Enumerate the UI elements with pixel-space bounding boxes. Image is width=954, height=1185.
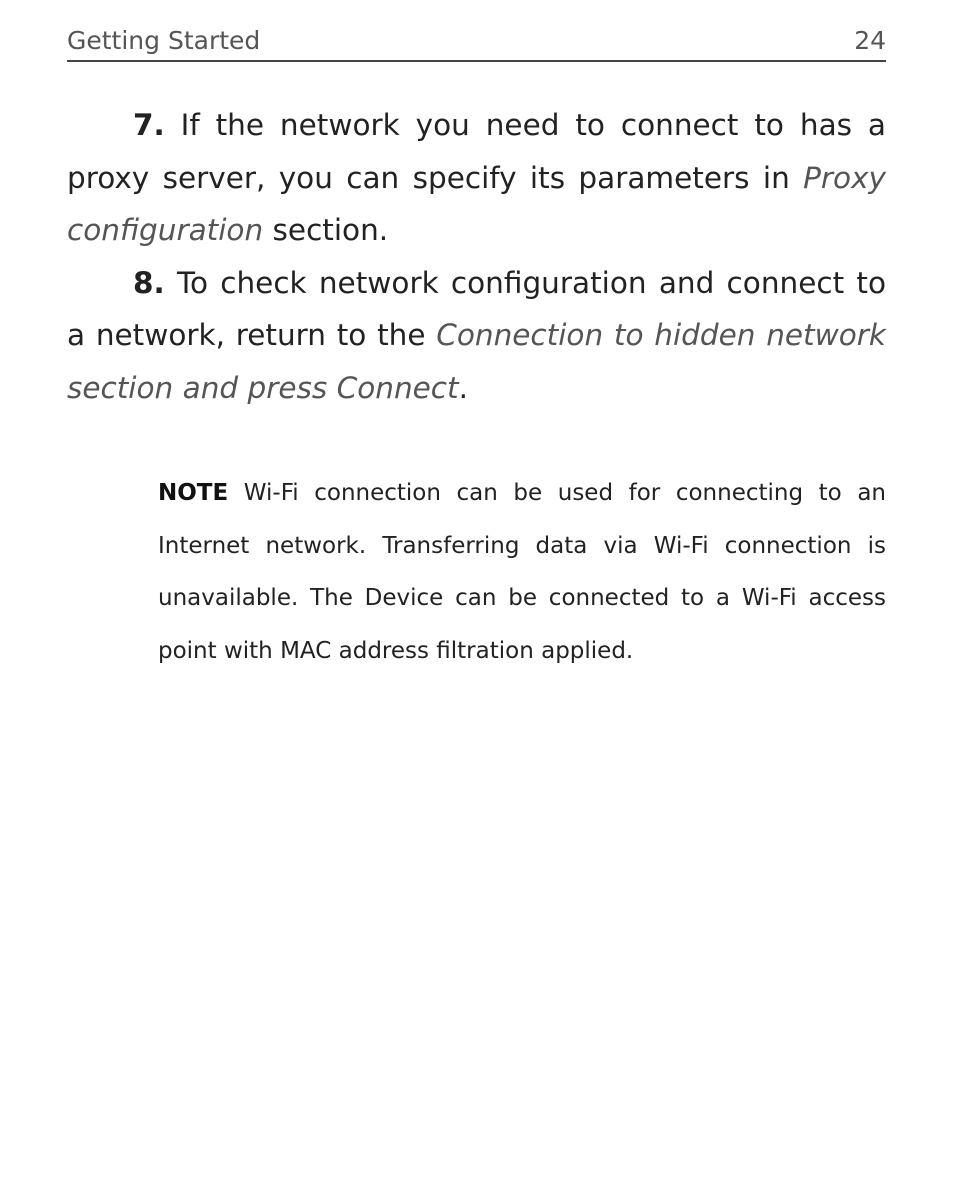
step-8	[67, 257, 886, 415]
step-emphasis: Connection to hidden network section and press Connect	[67, 318, 887, 405]
step-text-end: section.	[263, 213, 389, 247]
page-header	[67, 24, 886, 62]
section-title: Getting Started	[67, 26, 261, 55]
note-label: NOTE	[158, 480, 229, 506]
note-text: Wi-Fi connection can be used for connecting to an Internet network. Transferring data via Wi-Fi connection is unavailable. The Device can be connected to a Wi-Fi access point with MAC address filtration applied.	[158, 480, 886, 664]
note-block	[158, 467, 886, 677]
step-number: 8.	[133, 265, 165, 300]
step-7	[67, 99, 886, 257]
step-number: 7.	[133, 108, 165, 142]
step-text: If the network you need to connect to has a proxy server, you can specify its parameters in	[67, 108, 886, 195]
step-text-end: .	[458, 370, 468, 405]
main-text	[67, 99, 886, 414]
page-number: 24	[854, 26, 886, 55]
step-emphasis: Proxy configuration	[67, 160, 886, 247]
step-text: To check network configuration and connect to a network, return to the	[67, 265, 886, 352]
